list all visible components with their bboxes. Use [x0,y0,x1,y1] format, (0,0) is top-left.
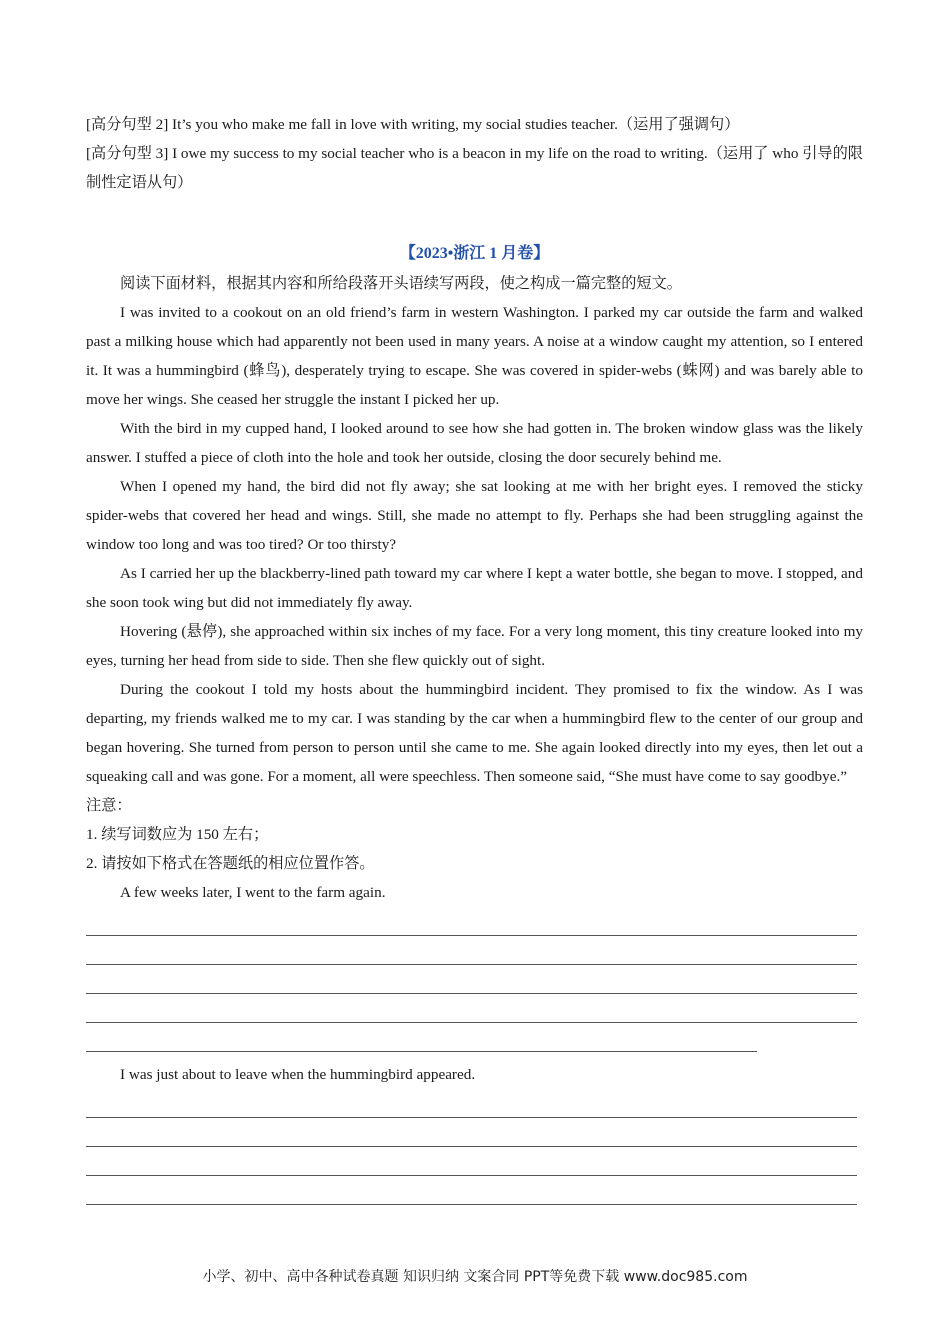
answer-line[interactable] [86,936,857,965]
answer-lines-1 [86,907,863,1052]
paragraph2-start: I was just about to leave when the hummingbird appeared. [120,1066,476,1083]
high-score-sentence-3: [高分句型 3] I owe my success to my social teacher who is a beacon in my life on the road to writing.（运用了 who 引导的限制性定语从句） [86,145,863,191]
story-paragraph: Hovering (悬停), she approached within six inches of my face. For a very long moment, this tiny creature looked into my eyes, turning her head from side to side. Then she flew quickly out of sight. [86,623,863,669]
story-paragraph: As I carried her up the blackberry-lined path toward my car where I kept a water bottle, she began to move. I stopped, and she soon took wing but did not immediately fly away. [86,565,863,611]
story-paragraph: During the cookout I told my hosts about the hummingbird incident. They promised to fix the window. As I was departing, my friends walked me to my car. I was standing by the car when a hummingbird flew to the center of our group and began hovering. She turned from person to person until she came to me. She again looked directly into my eyes, then let out a squeaking call and was gone. For a moment, all were speechless. Then someone said, “She must have come to say goodbye.” [86,681,863,785]
answer-line[interactable] [86,965,857,994]
answer-line[interactable] [86,907,857,936]
answer-line[interactable] [86,1176,857,1205]
notes-label: 注意： [86,797,132,814]
note-item: 1. 续写词数应为 150 左右； [86,826,269,843]
answer-line[interactable] [86,1089,857,1118]
paragraph1-start: A few weeks later, I went to the farm again. [120,884,386,901]
document-body [86,110,863,1205]
instruction: 阅读下面材料，根据其内容和所给段落开头语续写两段，使之构成一篇完整的短文。 [120,275,682,292]
page-footer: 小学、初中、高中各种试卷真题 知识归纳 文案合同 PPT等免费下载 www.doc985.com [202,1269,748,1285]
story-paragraph: I was invited to a cookout on an old friend’s farm in western Washington. I parked my car outside the farm and walked past a milking house which had apparently not been used in many years. A noise at a window caught my attention, so I entered it. It was a hummingbird (蜂鸟), desperately trying to escape. She was covered in spider-webs (蛛网) and was barely able to move her wings. She ceased her struggle the instant I picked her up. [86,304,863,408]
note-item: 2. 请按如下格式在答题纸的相应位置作答。 [86,855,375,872]
answer-line[interactable] [86,1118,857,1147]
answer-line[interactable] [86,994,857,1023]
answer-line[interactable] [86,1023,757,1052]
story-paragraph: When I opened my hand, the bird did not fly away; she sat looking at me with her bright eyes. I removed the sticky spider-webs that covered her head and wings. Still, she made no attempt to fly. Perhaps she had been struggling against the window too long and was too tired? Or too thirsty? [86,478,863,553]
answer-line[interactable] [86,1147,857,1176]
section-title: 【2023•浙江 1 月卷】 [399,245,550,262]
high-score-sentence-2: [高分句型 2] It’s you who make me fall in love with writing, my social studies teacher.（运用了强调句） [86,116,740,133]
answer-lines-2 [86,1089,863,1205]
story-paragraph: With the bird in my cupped hand, I looked around to see how she had gotten in. The broken window glass was the likely answer. I stuffed a piece of cloth into the hole and took her outside, closing the door securely behind me. [86,420,863,466]
